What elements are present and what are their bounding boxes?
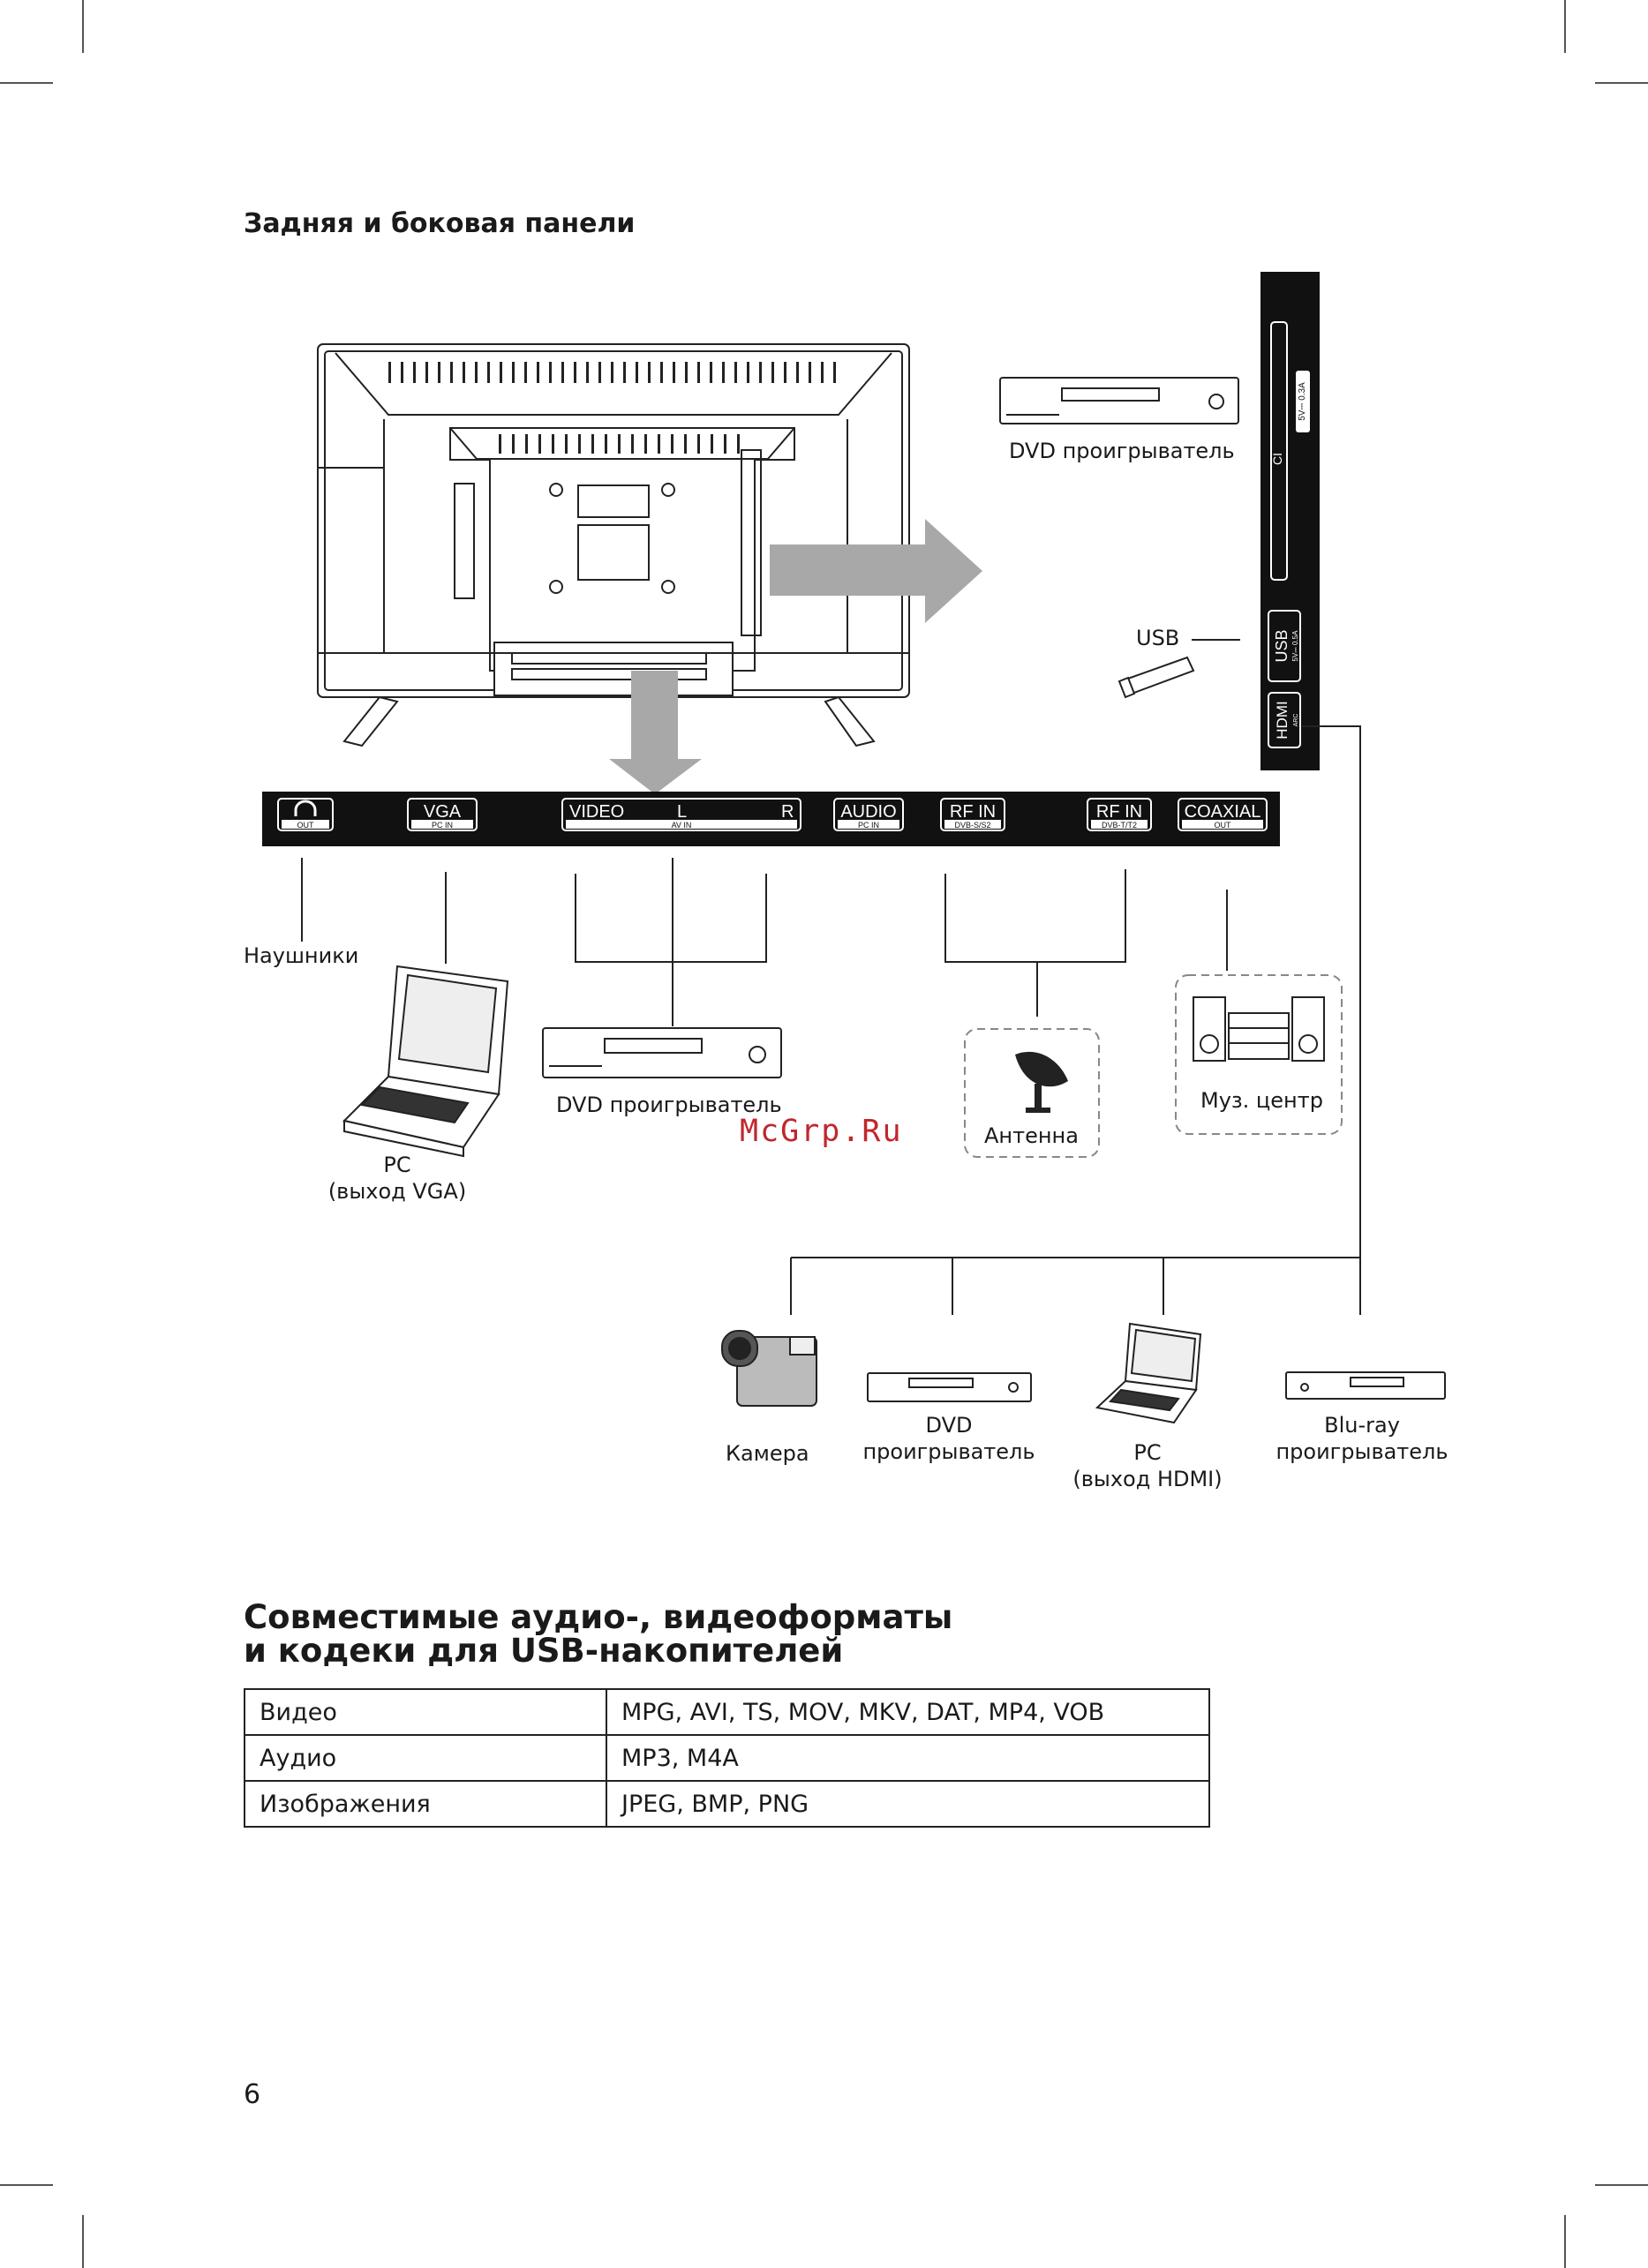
page-number: 6 [244,2079,261,2110]
laptop-icon [1097,1324,1200,1423]
crop-mark [1595,2184,1648,2186]
svg-text:HDMI: HDMI [1274,701,1291,740]
svg-text:5V⎓ 0.5A: 5V⎓ 0.5A [1291,630,1299,662]
format-type: Видео [245,1689,606,1735]
dvd-player-icon [868,1373,1031,1401]
section-title: Задняя и боковая панели [244,208,636,239]
port-label: COAXIAL [1184,802,1261,822]
port-sub-label: OUT [297,821,314,830]
port-4 [941,799,1005,830]
antenna-label: Антенна [984,1123,1079,1148]
usb-stick-icon [1119,657,1193,697]
bluray-label: Blu-ray проигрыватель [1276,1413,1449,1464]
camera-icon [722,1331,816,1406]
svg-text:USB: USB [1273,629,1291,663]
dvd-top-label: DVD проигрыватель [1009,439,1235,463]
dvd-mid-label: DVD проигрыватель [556,1093,782,1117]
format-type: Изображения [245,1781,606,1827]
port-label-r: R [781,802,794,822]
svg-text:CI: CI [1270,453,1284,465]
formats-table [244,1688,1210,1828]
svg-text:5V⎓ 0.3A: 5V⎓ 0.3A [1298,382,1307,421]
table-row [245,1781,1209,1827]
dvd-player-icon [543,1028,781,1078]
table-row [245,1735,1209,1781]
headphones-label: Наушники [244,943,359,968]
dvd-bottom-label: DVD проигрыватель [862,1413,1035,1464]
bluray-player-icon [1286,1372,1445,1399]
port-label: VIDEO [569,802,625,822]
camera-label: Камера [726,1441,809,1466]
pc-vga-label: PC (выход VGA) [327,1153,467,1204]
pc-hdmi-label: PC (выход HDMI) [1072,1440,1223,1491]
format-list: MP3, M4A [606,1735,1209,1781]
port-5 [1087,799,1151,830]
format-list: JPEG, BMP, PNG [606,1781,1209,1827]
crop-mark [0,2184,53,2186]
port-sub-label: AV IN [671,821,692,830]
port-sub-label: PC IN [857,821,880,830]
port-label: AUDIO [840,802,897,822]
dvd-player-icon [1000,378,1238,424]
format-type: Аудио [245,1735,606,1781]
port-3 [834,799,903,830]
music-center-icon [1193,997,1324,1061]
crop-mark [1564,2215,1566,2268]
usb-label: USB [1136,626,1180,650]
port-sub-label: OUT [1214,821,1231,830]
svg-text:ARC: ARC [1293,713,1299,727]
bottom-port-panel [262,792,1280,846]
port-sub-label: PC IN [431,821,454,830]
side-port-panel [1260,272,1320,770]
crop-mark [82,2215,84,2268]
port-6 [1178,799,1267,830]
port-sub-label: DVB-T/T2 [1101,821,1138,830]
satellite-dish-icon [1015,1052,1068,1113]
port-label-l: L [677,802,688,822]
port-label: RF IN [1095,802,1143,822]
table-row [245,1689,1209,1735]
laptop-icon [344,966,508,1156]
watermark: McGrp.Ru [740,1114,903,1149]
port-label: VGA [423,802,462,822]
format-list: MPG, AVI, TS, MOV, MKV, DAT, MP4, VOB [606,1689,1209,1735]
port-sub-label: DVB-S/S2 [954,821,991,830]
music-center-label: Муз. центр [1200,1088,1323,1113]
formats-title: Совместимые аудио-, видеоформаты и кодеки для USB-накопителей [244,1598,953,1670]
port-label: RF IN [949,802,997,822]
